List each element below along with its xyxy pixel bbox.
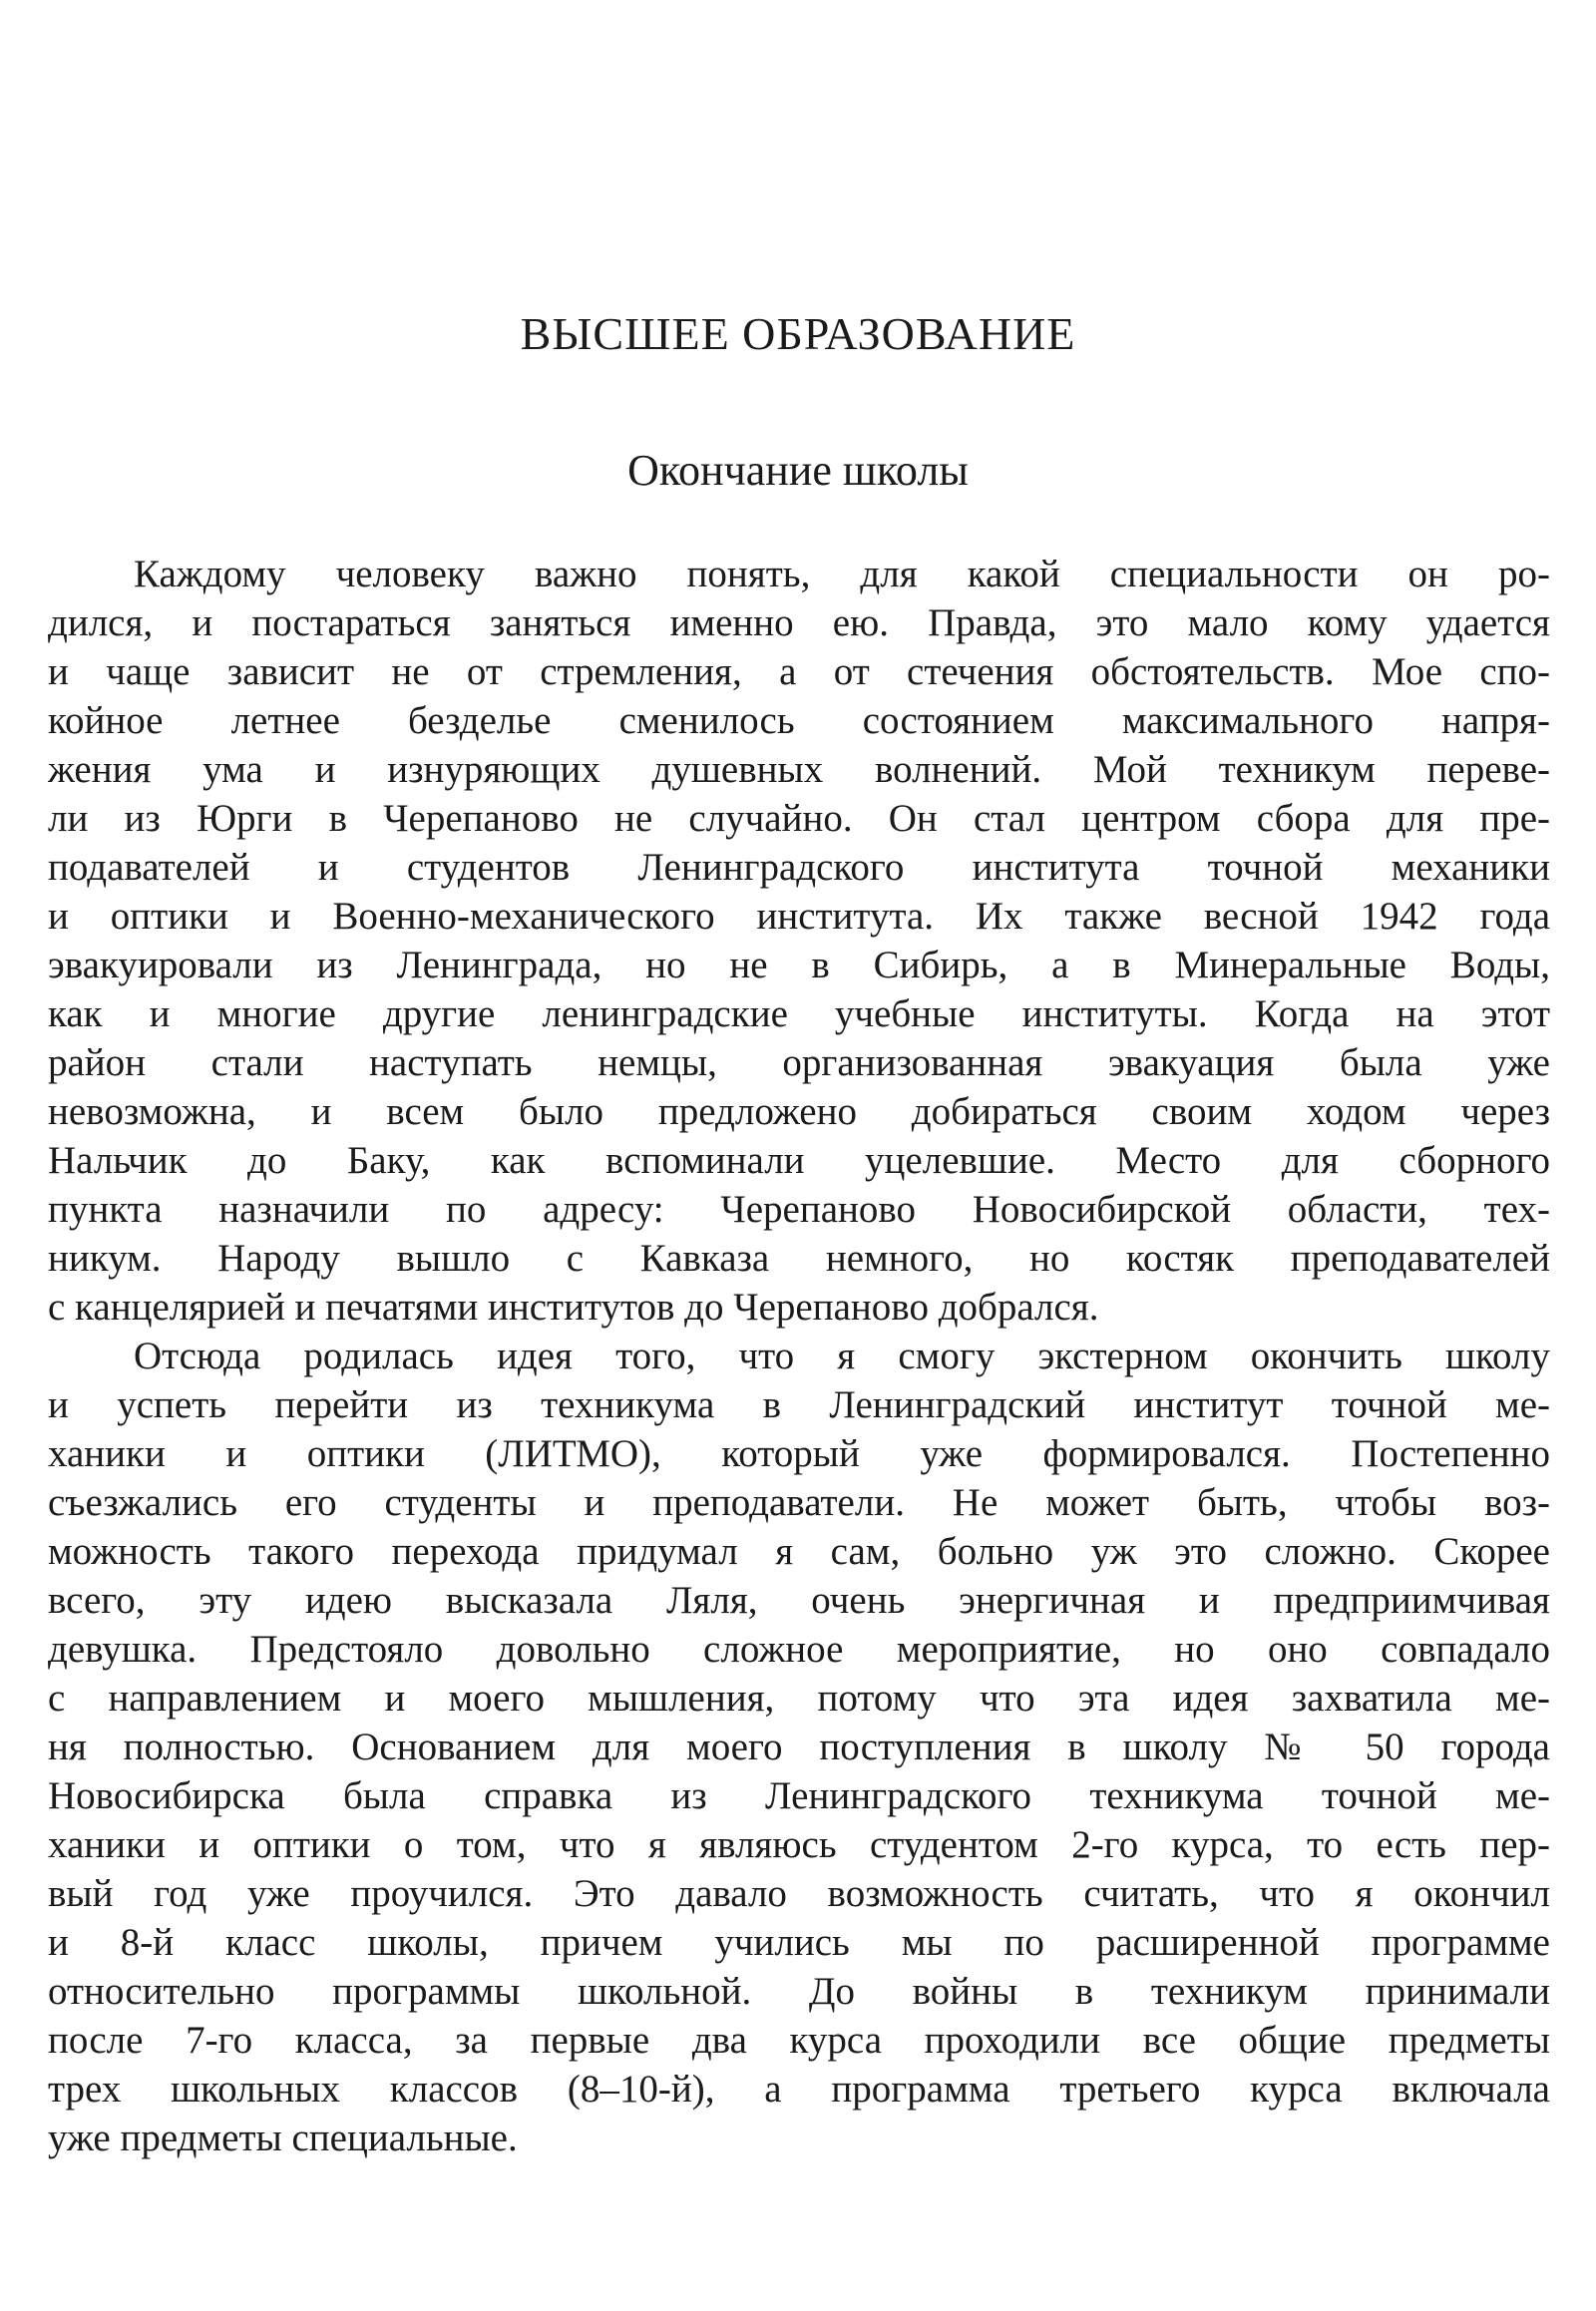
text-line: дился, и постараться заняться именно ею. Правда, это мало кому удается	[48, 601, 1550, 644]
text-line: трех школьных классов (8–10-й), а программа третьего курса включала	[48, 2068, 1550, 2111]
text-line: Каждому человеку важно понять, для какой специальности он ро-	[134, 553, 1550, 595]
text-line: ли из Юрги в Черепаново не случайно. Он стал центром сбора для пре-	[48, 797, 1550, 840]
text-line: никум. Народу вышло с Кавказа немного, но костяк преподавателей	[48, 1237, 1550, 1280]
text-line: относительно программы школьной. До войны в техникум принимали	[48, 1970, 1550, 2013]
body-text	[48, 550, 1550, 2162]
section-title: Окончание школы	[627, 446, 969, 495]
text-line: койное летнее безделье сменилось состоянием максимального напря-	[48, 699, 1550, 742]
text-line: всего, эту идею высказала Ляля, очень энергичная и предприимчивая	[48, 1579, 1550, 1622]
text-line: и оптики и Военно-механического института. Их также весной 1942 года	[48, 895, 1550, 938]
text-line: ханики и оптики (ЛИТМО), который уже формировался. Постепенно	[48, 1432, 1550, 1475]
chapter-title: ВЫСШЕЕ ОБРАЗОВАНИЕ	[520, 308, 1076, 359]
text-line: и успеть перейти из техникума в Ленинградский институт точной ме-	[48, 1383, 1550, 1426]
text-line: с канцелярией и печатями институтов до Черепаново добрался.	[48, 1286, 1099, 1329]
text-line: с направлением и моего мышления, потому что эта идея захватила ме-	[48, 1677, 1550, 1720]
text-line: и чаще зависит не от стремления, а от стечения обстоятельств. Мое спо-	[48, 650, 1550, 693]
text-line: вый год уже проучился. Это давало возможность считать, что я окончил	[48, 1872, 1550, 1915]
text-line: как и многие другие ленинградские учебные институты. Когда на этот	[48, 992, 1550, 1035]
text-line: Отсюда родилась идея того, что я смогу экстерном окончить школу	[134, 1335, 1550, 1377]
text-line: можность такого перехода придумал я сам, больно уж это сложно. Скорее	[48, 1530, 1550, 1573]
text-line: невозможна, и всем было предложено добираться своим ходом через	[48, 1090, 1550, 1133]
text-line: ня полностью. Основанием для моего поступления в школу № 50 города	[48, 1726, 1550, 1768]
text-line: район стали наступать немцы, организованная эвакуация была уже	[48, 1041, 1550, 1084]
text-line: Нальчик до Баку, как вспоминали уцелевшие. Место для сборного	[48, 1139, 1550, 1182]
text-line: ханики и оптики о том, что я являюсь студентом 2-го курса, то есть пер-	[48, 1823, 1550, 1866]
text-line: съезжались его студенты и преподаватели. Не может быть, чтобы воз-	[48, 1481, 1550, 1524]
text-line: и 8-й класс школы, причем учились мы по расширенной программе	[48, 1921, 1550, 1964]
text-line: жения ума и изнуряющих душевных волнений. Мой техникум переве-	[48, 748, 1550, 791]
text-line: эвакуировали из Ленинграда, но не в Сибирь, а в Минеральные Воды,	[48, 944, 1550, 986]
text-line: подавателей и студентов Ленинградского института точной механики	[48, 846, 1550, 889]
text-line: пункта назначили по адресу: Черепаново Новосибирской области, тех-	[48, 1188, 1550, 1231]
text-line: Новосибирска была справка из Ленинградского техникума точной ме-	[48, 1774, 1550, 1817]
text-line: после 7-го класса, за первые два курса проходили все общие предметы	[48, 2019, 1550, 2062]
text-line: девушка. Предстояло довольно сложное мероприятие, но оно совпадало	[48, 1628, 1550, 1671]
text-line: уже предметы специальные.	[48, 2117, 518, 2159]
